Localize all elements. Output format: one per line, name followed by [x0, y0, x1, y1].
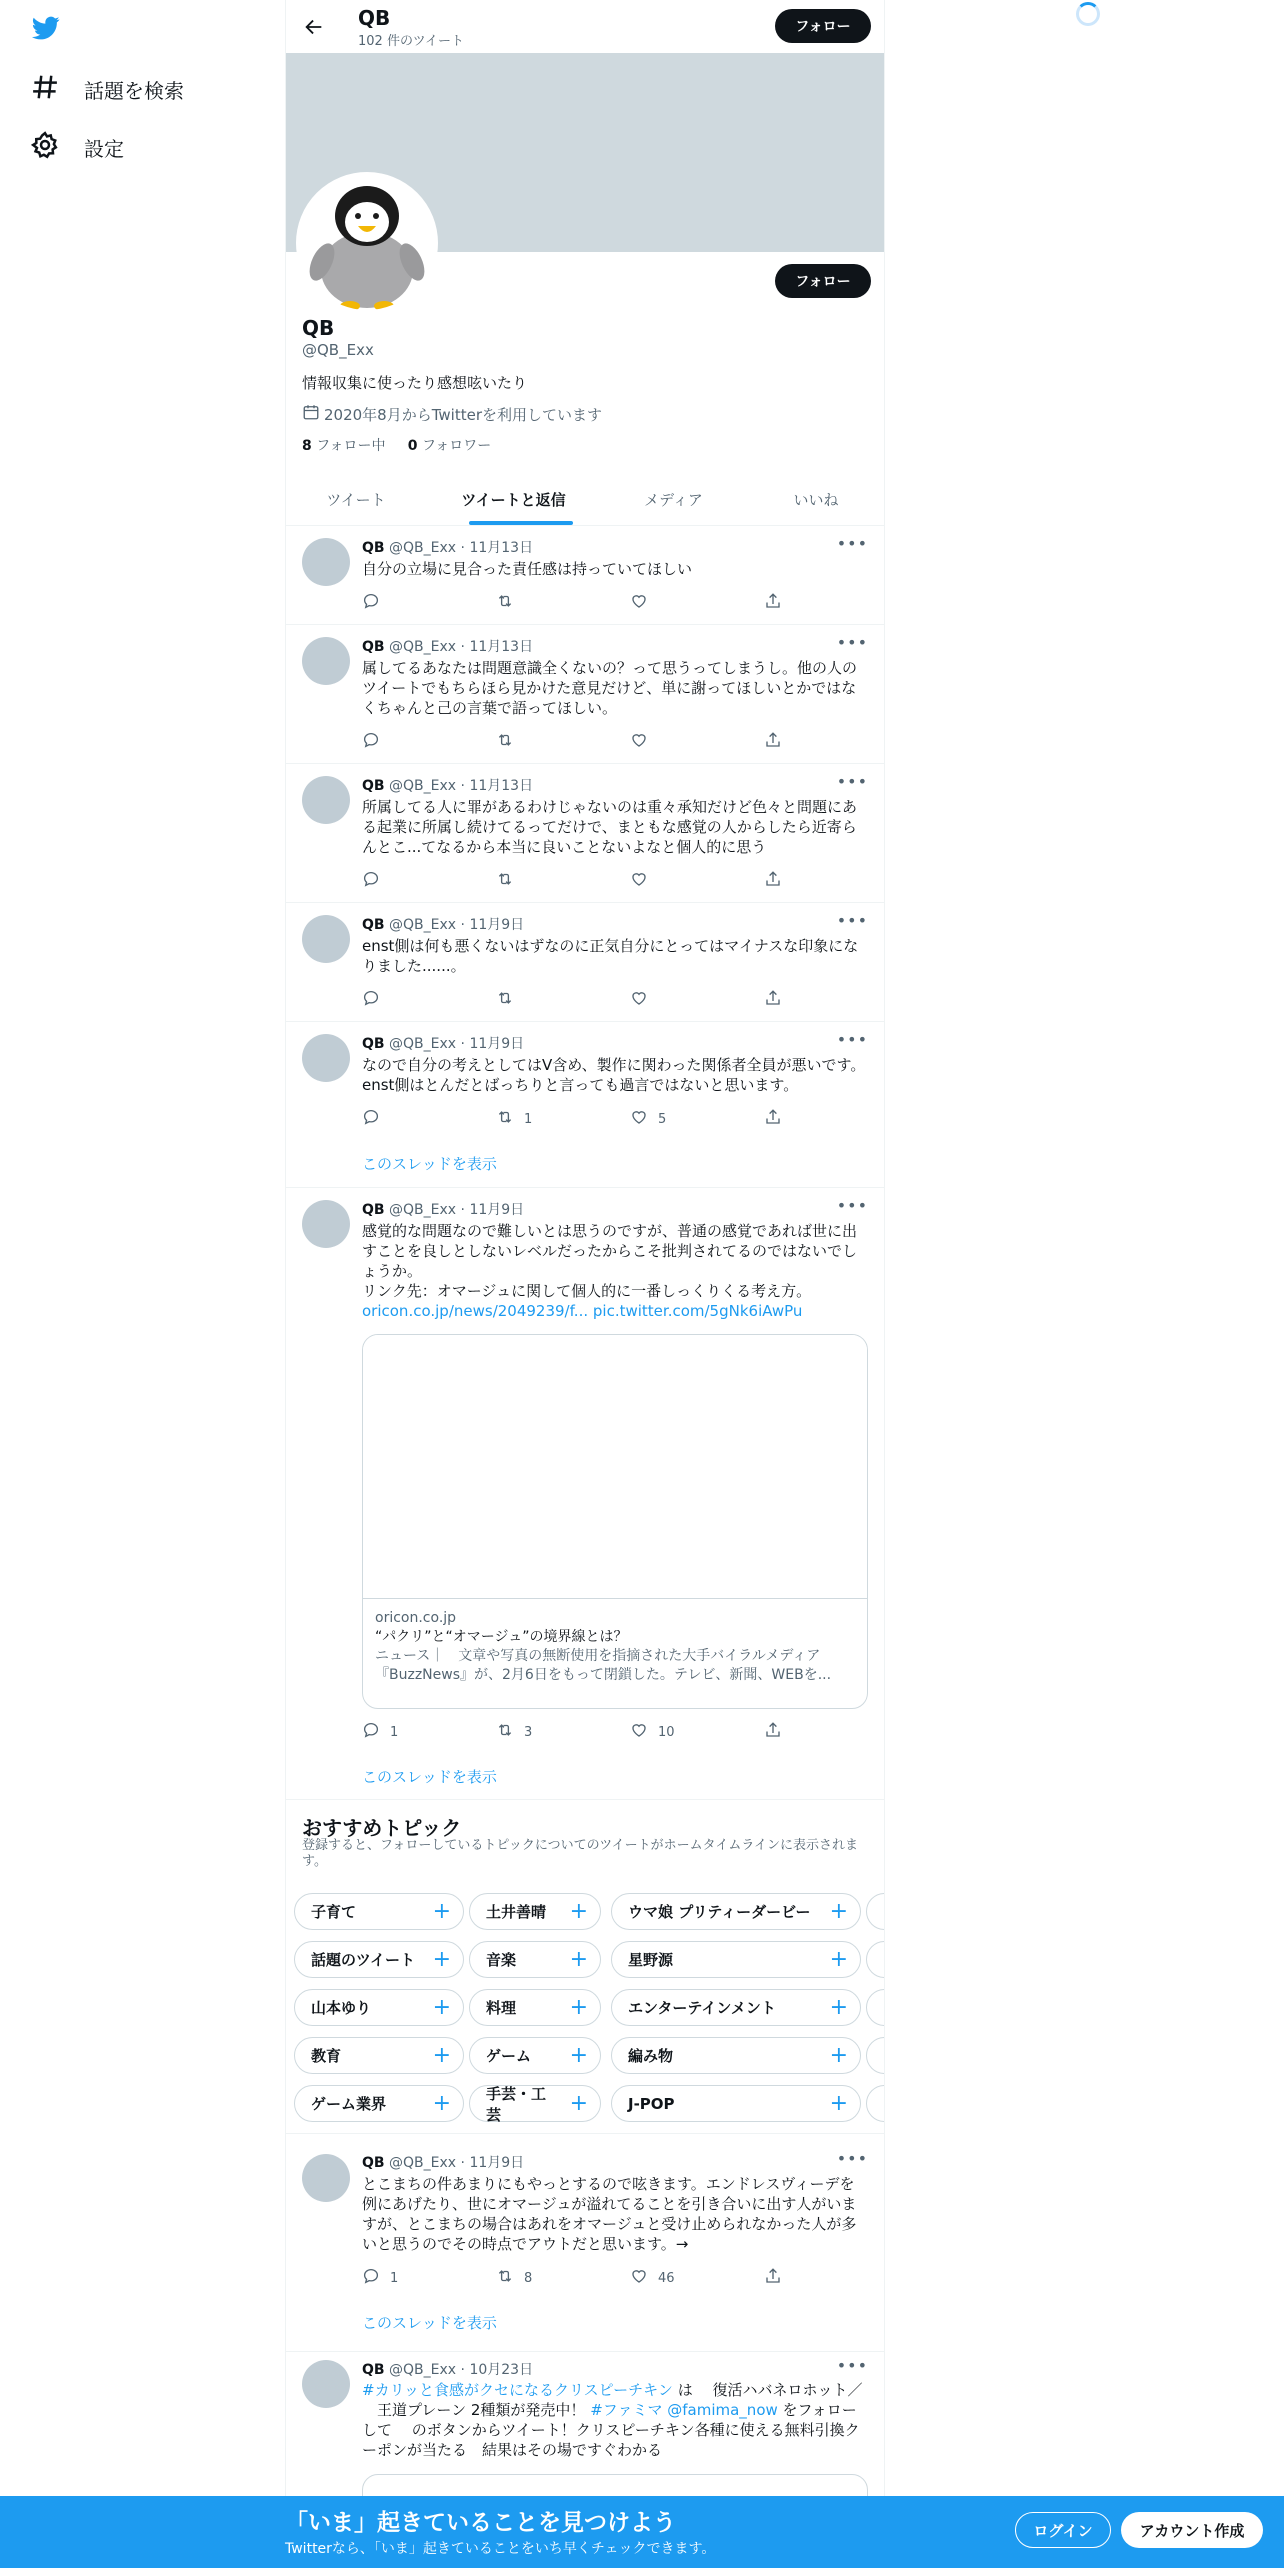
tweet-text-block: [362, 1221, 868, 1321]
topic-label: 子育て: [311, 1903, 357, 1921]
heart-icon: [630, 989, 648, 1011]
plus-icon: +: [432, 1899, 451, 1924]
topic-label: 教育: [311, 2047, 342, 2065]
like-button[interactable]: [630, 989, 648, 1011]
sidebar-item-settings[interactable]: [30, 130, 124, 165]
retweet-icon: [496, 592, 514, 614]
share-icon: [764, 989, 782, 1011]
tweet-date[interactable]: 11月13日: [469, 540, 534, 556]
topic-chip[interactable]: [611, 1893, 861, 1930]
following-label: フォロー中: [316, 438, 386, 454]
topic-label: 星野源: [628, 1951, 674, 1969]
main-column: [285, 0, 885, 2568]
reply-button[interactable]: [362, 731, 380, 753]
reply-icon: [362, 1108, 380, 1130]
topic-label: 音楽: [486, 1951, 517, 1969]
topics-title: おすすめトピック: [302, 1816, 462, 1840]
tweet-author-handle[interactable]: @QB_Exx: [389, 1036, 457, 1052]
tweet-avatar[interactable]: [302, 2360, 350, 2408]
topic-label: 山本ゆり: [311, 1999, 372, 2017]
link-card-description: ニュース｜ 文章や写真の無断使用を指摘された大手バイラルメディア『BuzzNews』が、2月6日をもって閉鎖した。テレビ、新聞、WEBを...: [375, 1648, 832, 1683]
topic-chip[interactable]: [611, 1941, 861, 1978]
share-icon: [764, 870, 782, 892]
tweet-author-name[interactable]: QB: [362, 1202, 385, 1218]
tweet-text: は 復活ハバネロホット／: [672, 2381, 863, 2399]
tweet-header: QB @QB_Exx · 11月9日: [362, 917, 525, 933]
topic-label: 手芸・工芸: [486, 2084, 547, 2124]
hashtag-link[interactable]: #ファミマ: [590, 2401, 663, 2419]
tweet-text: 所属してる人に罪があるわけじゃないのは重々承知だけど色々と問題にある起業に所属し続けてるってだけで、まともな感覚の人からしたら近寄らんとこ...てなるから本当に良いことないよなと個人的に思う: [362, 798, 858, 856]
tweet-header: QB @QB_Exx · 11月13日: [362, 639, 534, 655]
plus-icon: +: [432, 2091, 451, 2116]
followers-link[interactable]: [408, 438, 492, 454]
topic-chip[interactable]: [469, 2085, 601, 2122]
retweet-icon: [496, 731, 514, 753]
tweet-author-handle[interactable]: @QB_Exx: [389, 917, 457, 933]
tweet-text: とこまちの件あまりにもやっとするので呟きます。エンドレスヴィーデを例にあげたり、世にオマージュが溢れてることを引き合いに出す人がいますが、とこまちの場合はあれをオマージュと受け止められなかった人が多いと思うのでその時点でアウトだと思います。→: [362, 2175, 857, 2253]
plus-icon: +: [829, 2091, 848, 2116]
topic-chip[interactable]: [469, 1941, 601, 1978]
followers-label: フォロワー: [421, 438, 492, 454]
more-options-icon[interactable]: •••: [836, 911, 868, 930]
show-thread-link[interactable]: このスレッドを表示: [362, 1155, 497, 1173]
reply-icon: [362, 1721, 380, 1743]
tweet-header: QB @QB_Exx · 11月13日: [362, 778, 534, 794]
twitter-logo-icon[interactable]: [30, 14, 62, 42]
tweet-actions: [362, 1721, 802, 1741]
topic-chip[interactable]: [469, 1893, 601, 1930]
plus-icon: +: [432, 1995, 451, 2020]
topic-label: 編み物: [628, 2047, 674, 2065]
reply-button[interactable]: [362, 1721, 398, 1743]
signup-button[interactable]: アカウント作成: [1121, 2512, 1263, 2548]
more-options-icon[interactable]: •••: [836, 633, 868, 652]
share-button[interactable]: [764, 592, 782, 614]
more-options-icon[interactable]: •••: [836, 534, 868, 553]
back-arrow-icon[interactable]: [301, 14, 327, 40]
share-icon: [764, 731, 782, 753]
tweet-pic-link[interactable]: pic.twitter.com/5gNk6iAwPu: [592, 1302, 803, 1320]
tweet[interactable]: [286, 1188, 885, 1800]
link-card-image: [363, 1335, 867, 1599]
tweet-header: QB @QB_Exx · 11月13日: [362, 540, 534, 556]
topic-chip[interactable]: [469, 1989, 601, 2026]
reply-icon: [362, 989, 380, 1011]
retweet-icon: [496, 2267, 514, 2289]
topic-chip[interactable]: [469, 2037, 601, 2074]
tweet-actions: [362, 2267, 802, 2287]
tweet[interactable]: [286, 2134, 885, 2352]
tweet-text-block: [362, 2380, 868, 2460]
tweet-actions: [362, 870, 802, 890]
like-button[interactable]: [630, 1721, 675, 1743]
topic-chip[interactable]: [294, 1941, 464, 1978]
topic-chip[interactable]: [611, 1989, 861, 2026]
reply-icon: [362, 870, 380, 892]
tweet-date[interactable]: 10月23日: [469, 2362, 534, 2378]
share-button[interactable]: [764, 1721, 782, 1743]
tweet-text-line: リンク先：オマージュに関して個人的に一番しっくりくる考え方。: [362, 1282, 812, 1300]
plus-icon: +: [569, 2091, 588, 2116]
retweet-icon: [496, 989, 514, 1011]
header-name: QB: [358, 6, 391, 30]
topic-label: 話題のツイート: [311, 1951, 415, 1969]
topic-chip[interactable]: [294, 2037, 464, 2074]
reply-button[interactable]: [362, 1108, 380, 1130]
more-options-icon[interactable]: •••: [836, 772, 868, 791]
tweet-author-handle[interactable]: @QB_Exx: [389, 2362, 457, 2378]
tab-tweets[interactable]: ツイート: [326, 491, 386, 509]
like-button[interactable]: [630, 1108, 666, 1130]
retweet-button[interactable]: [496, 1108, 532, 1130]
tweet-header: QB @QB_Exx · 11月9日: [362, 1202, 525, 1218]
tweet-avatar[interactable]: [302, 2154, 350, 2202]
tweet[interactable]: [286, 903, 885, 1022]
tweet-author-name[interactable]: QB: [362, 639, 385, 655]
reply-icon: [362, 592, 380, 614]
tweet-author-name[interactable]: QB: [362, 2155, 385, 2171]
tweet-actions: [362, 592, 802, 612]
share-icon: [764, 1108, 782, 1130]
reply-button[interactable]: [362, 592, 380, 614]
link-card-title: “パクリ”と“オマージュ”の境界線とは？: [375, 1629, 628, 1645]
heart-icon: [630, 1721, 648, 1743]
like-button[interactable]: [630, 2267, 675, 2289]
tab-tweets-and-replies[interactable]: ツイートと返信: [461, 491, 566, 509]
topic-label: ウマ娘 プリティーダービー: [628, 1903, 811, 1921]
tweet-avatar[interactable]: [302, 1034, 350, 1082]
sidebar-item-explore[interactable]: [30, 72, 184, 107]
topic-chip[interactable]: [611, 2037, 861, 2074]
like-count: 10: [658, 1724, 675, 1740]
tweet-author-name[interactable]: QB: [362, 778, 385, 794]
link-card-domain: oricon.co.jp: [375, 1610, 457, 1626]
retweet-icon: [496, 870, 514, 892]
retweet-button[interactable]: [496, 731, 514, 753]
profile-header-bar: [286, 0, 885, 53]
tweet-text: 自分の立場に見合った責任感は持っていてほしい: [362, 560, 693, 578]
avatar[interactable]: [296, 172, 438, 314]
topic-label: J-POP: [628, 2094, 675, 2113]
more-options-icon[interactable]: •••: [836, 2149, 868, 2168]
more-options-icon[interactable]: •••: [836, 1030, 868, 1049]
tweet[interactable]: [286, 526, 885, 625]
sidebar-item-label: 話題を検索: [84, 79, 184, 103]
tweet-avatar[interactable]: [302, 637, 350, 685]
heart-icon: [630, 731, 648, 753]
tweet-text: をフォローして のボタンからツイート！クリスピーチキン各種に使える無料引換クーポンが当たる 結果はその場ですぐわかる: [362, 2401, 860, 2459]
tweet-date[interactable]: 11月9日: [469, 1202, 525, 1218]
like-count: 46: [658, 2270, 675, 2286]
retweet-icon: [496, 1108, 514, 1130]
topic-chip-partial[interactable]: [866, 2085, 885, 2122]
share-button[interactable]: [764, 731, 782, 753]
reply-icon: [362, 2267, 380, 2289]
plus-icon: +: [829, 1995, 848, 2020]
tweet-avatar[interactable]: [302, 915, 350, 963]
like-count: 5: [658, 1111, 667, 1127]
tweet[interactable]: [286, 1022, 885, 1188]
reply-icon: [362, 731, 380, 753]
tweet-actions: [362, 989, 802, 1009]
tweet-actions: [362, 731, 802, 751]
plus-icon: +: [569, 1995, 588, 2020]
tweet-text: enst側は何も悪くないはずなのに正気自分にとってはマイナスな印象になりました......。: [362, 937, 859, 975]
active-tab-indicator: [469, 521, 573, 525]
plus-icon: +: [829, 2043, 848, 2068]
tweet-header: QB @QB_Exx · 10月23日: [362, 2362, 534, 2378]
link-card[interactable]: [362, 1334, 868, 1709]
tweet-date[interactable]: 11月9日: [469, 2155, 525, 2171]
tweet-avatar[interactable]: [302, 776, 350, 824]
topic-chip[interactable]: [294, 1989, 464, 2026]
topic-chip-partial[interactable]: [866, 2037, 885, 2074]
topic-chip[interactable]: [294, 1893, 464, 1930]
tweet-author-handle[interactable]: @QB_Exx: [389, 540, 457, 556]
retweet-count: 8: [524, 2270, 533, 2286]
sidebar: [0, 0, 285, 2568]
retweet-button[interactable]: [496, 2267, 532, 2289]
reply-count: 1: [390, 1724, 399, 1740]
plus-icon: +: [432, 1947, 451, 1972]
more-options-icon[interactable]: •••: [836, 2356, 868, 2375]
tweet-header: QB @QB_Exx · 11月9日: [362, 1036, 525, 1052]
topic-chip-partial[interactable]: [866, 1989, 885, 2026]
tweet[interactable]: [286, 625, 885, 764]
plus-icon: +: [829, 1899, 848, 1924]
tweet-author-name[interactable]: QB: [362, 1036, 385, 1052]
heart-icon: [630, 592, 648, 614]
topic-chip-partial[interactable]: [866, 1941, 885, 1978]
share-button[interactable]: [764, 1108, 782, 1130]
tweet-date[interactable]: 11月9日: [469, 917, 525, 933]
tweet-author-name[interactable]: QB: [362, 540, 385, 556]
retweet-button[interactable]: [496, 592, 514, 614]
like-button[interactable]: [630, 870, 648, 892]
following-link[interactable]: [302, 438, 386, 454]
share-button[interactable]: [764, 989, 782, 1011]
heart-icon: [630, 870, 648, 892]
tweet-text: 属してるあなたは問題意識全くないの？って思うってしまうし。他の人のツイートでもちらほら見かけた意見だけど、単に謝ってほしいとかではなくちゃんと己の言葉で語ってほしい。: [362, 659, 858, 717]
plus-icon: +: [569, 1899, 588, 1924]
link-card-meta: [363, 1599, 867, 1695]
reply-count: 1: [390, 2270, 399, 2286]
tweet-text: なので自分の考えとしてはV含め、製作に関わった関係者全員が悪いです。enst側はとんだとばっちりと言っても過言ではないと思います。: [362, 1056, 866, 1094]
tweet-author-handle[interactable]: @QB_Exx: [389, 2155, 457, 2171]
more-options-icon[interactable]: •••: [836, 1196, 868, 1215]
heart-icon: [630, 1108, 648, 1130]
topics-subtitle: 登録すると、フォローしているトピックについてのツイートがホームタイムラインに表示されます。: [302, 1838, 859, 1869]
tweet-author-handle[interactable]: @QB_Exx: [389, 1202, 457, 1218]
tweet-author-handle[interactable]: @QB_Exx: [389, 778, 457, 794]
signup-banner-title: 「いま」起きていることを見つけよう: [285, 2510, 676, 2536]
tab-likes[interactable]: いいね: [793, 491, 839, 509]
retweet-count: 3: [524, 1724, 533, 1740]
signup-banner: [0, 2496, 1284, 2568]
like-button[interactable]: [630, 731, 648, 753]
tweet-author-handle[interactable]: @QB_Exx: [389, 639, 457, 655]
calendar-icon: [302, 403, 320, 425]
like-button[interactable]: [630, 592, 648, 614]
show-thread-link[interactable]: このスレッドを表示: [362, 1768, 497, 1786]
retweet-button[interactable]: [496, 1721, 532, 1743]
tweet-date[interactable]: 11月9日: [469, 1036, 525, 1052]
topic-chip[interactable]: [611, 2085, 861, 2122]
loading-spinner-icon: [1076, 2, 1100, 26]
topic-label: 料理: [486, 1999, 517, 2017]
plus-icon: +: [829, 1947, 848, 1972]
sidebar-item-label: 設定: [84, 137, 124, 161]
login-button[interactable]: ログイン: [1015, 2512, 1111, 2548]
show-thread-link[interactable]: このスレッドを表示: [362, 2314, 497, 2332]
tweet-date[interactable]: 11月13日: [469, 639, 534, 655]
mention-link[interactable]: @famima_now: [667, 2401, 778, 2419]
tweet[interactable]: [286, 764, 885, 903]
retweet-count: 1: [524, 1111, 533, 1127]
plus-icon: +: [432, 2043, 451, 2068]
reply-button[interactable]: [362, 870, 380, 892]
profile-handle: @QB_Exx: [302, 341, 374, 359]
hashtag-icon: [30, 72, 60, 107]
share-button[interactable]: [764, 2267, 782, 2289]
retweet-icon: [496, 1721, 514, 1743]
hashtag-link[interactable]: #カリッと食感がクセになるクリスピーチキン: [362, 2381, 673, 2399]
tweet-avatar[interactable]: [302, 1200, 350, 1248]
share-icon: [764, 592, 782, 614]
tab-media[interactable]: メディア: [644, 491, 703, 509]
gear-icon: [30, 130, 60, 165]
profile-joined: [302, 403, 602, 425]
tweet-header: QB @QB_Exx · 11月9日: [362, 2155, 525, 2171]
reply-button[interactable]: [362, 989, 380, 1011]
plus-icon: +: [569, 2043, 588, 2068]
following-count: 8: [302, 438, 312, 454]
header-follow-button[interactable]: フォロー: [775, 9, 871, 43]
header-tweet-count: 102 件のツイート: [358, 34, 465, 49]
topic-chip-partial[interactable]: [866, 1893, 885, 1930]
recommended-topics: [286, 1800, 885, 2134]
topic-label: 土井善晴: [486, 1903, 547, 1921]
heart-icon: [630, 2267, 648, 2289]
tweet-author-name[interactable]: QB: [362, 917, 385, 933]
tweet-text: 感覚的な問題なので難しいとは思うのですが、普通の感覚であれば世に出すことを良しとしないレベルだったからこそ批判されてるのではないでしょうか。: [362, 1222, 858, 1280]
signup-banner-subtitle: Twitterなら、「いま」起きていることをいち早くチェックできます。: [285, 2541, 716, 2557]
retweet-button[interactable]: [496, 989, 514, 1011]
topic-label: エンターテインメント: [628, 1999, 776, 2017]
tweet-actions: [362, 1108, 802, 1128]
followers-count: 0: [407, 438, 418, 454]
topic-label: ゲーム業界: [311, 2095, 387, 2113]
profile-bio: 情報収集に使ったり感想呟いたり: [302, 374, 528, 392]
topic-chip[interactable]: [294, 2085, 464, 2122]
tweet-avatar[interactable]: [302, 538, 350, 586]
profile-name: QB: [302, 316, 335, 340]
tweet-date[interactable]: 11月13日: [469, 778, 534, 794]
share-icon: [764, 1721, 782, 1743]
profile-follow-button[interactable]: フォロー: [775, 264, 871, 298]
share-icon: [764, 2267, 782, 2289]
plus-icon: +: [569, 1947, 588, 1972]
tweet-author-name[interactable]: QB: [362, 2362, 385, 2378]
tweet-link[interactable]: oricon.co.jp/news/2049239/f...: [362, 1302, 589, 1320]
retweet-button[interactable]: [496, 870, 514, 892]
profile-tabs: [286, 473, 885, 526]
tweet-text: 王道プレーン 2種類が発売中！: [362, 2401, 591, 2419]
share-button[interactable]: [764, 870, 782, 892]
reply-button[interactable]: [362, 2267, 398, 2289]
profile-joined-text: 2020年8月からTwitterを利用しています: [324, 405, 602, 424]
topic-label: ゲーム: [486, 2047, 532, 2065]
profile-follow-stats: [302, 435, 491, 455]
